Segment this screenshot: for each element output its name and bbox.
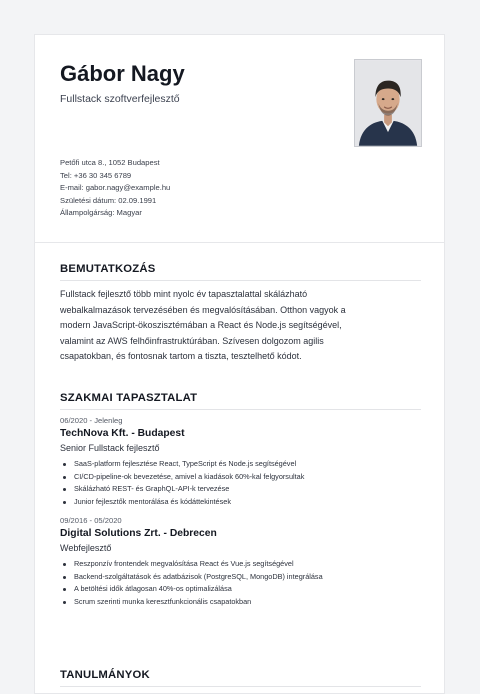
summary-section <box>60 263 421 365</box>
experience-heading: SZAKMAI TAPASZTALAT <box>60 392 421 410</box>
job-bullets <box>60 558 421 608</box>
contact-birthdate: Születési dátum: 02.09.1991 <box>60 195 157 205</box>
person-portrait-icon <box>355 60 421 146</box>
job-date: 06/2020 - Jelenleg <box>60 416 123 425</box>
summary-line: valamint az AWS felhőinfrastruktúrában. Szívesen dolgozom agilis <box>60 335 324 346</box>
job-date: 09/2016 - 05/2020 <box>60 516 122 525</box>
contact-address: Petőfi utca 8., 1052 Budapest <box>60 158 160 167</box>
contact-citizenship: Állampolgárság: Magyar <box>60 208 142 218</box>
summary-line: modern JavaScript-ökoszisztémában a React és Node.js segítségével, <box>60 320 342 331</box>
job-role: Senior Fullstack fejlesztő <box>60 443 160 453</box>
cv-page <box>34 34 445 694</box>
job-bullet: A betöltési idők átlagosan 40%-os optimalizálása <box>60 583 421 596</box>
job-bullet: Backend-szolgáltatások és adatbázisok (PostgreSQL, MongoDB) integrálása <box>60 571 421 584</box>
contact-email: E-mail: gabor.nagy@example.hu <box>60 183 171 193</box>
summary-line: csapatokban, és fontosnak tartom a tiszta, tesztelhető kódot. <box>60 351 302 362</box>
education-heading: TANULMÁNYOK <box>60 669 421 687</box>
job-company: TechNova Kft. - Budapest <box>60 428 185 439</box>
person-name: Gábor Nagy <box>60 61 185 86</box>
job-bullets <box>60 458 421 508</box>
job-bullet: Scrum szerinti munka keresztfunkcionális csapatokban <box>60 596 421 609</box>
job-bullet: Reszponzív frontendek megvalósítása React és Vue.js segítségével <box>60 558 421 571</box>
job-bullet: Junior fejlesztők mentorálása és kódáttekintések <box>60 496 421 509</box>
contact-phone: Tel: +36 30 345 6789 <box>60 170 132 180</box>
summary-line: webalkalmazások tervezésében és megvalósításában. Otthon vagyok a <box>60 304 346 315</box>
education-section <box>60 669 421 693</box>
summary-heading: BEMUTATKOZÁS <box>60 263 421 281</box>
job-role: Webfejlesztő <box>60 543 112 553</box>
job-entry <box>60 416 421 508</box>
job-company: Digital Solutions Zrt. - Debrecen <box>60 528 217 539</box>
experience-section <box>60 392 421 616</box>
job-entry <box>60 516 421 608</box>
summary-text <box>60 287 421 365</box>
cv-header <box>35 35 444 243</box>
job-bullet: SaaS-platform fejlesztése React, TypeScript és Node.js segítségével <box>60 458 421 471</box>
profile-photo <box>354 59 422 147</box>
job-title: Fullstack szoftverfejlesztő <box>60 93 180 105</box>
contact-info <box>60 157 170 220</box>
job-bullet: Skálázható REST- és GraphQL-API-k tervezése <box>60 483 421 496</box>
summary-line: Fullstack fejlesztő több mint nyolc év tapasztalattal skálázható <box>60 289 308 299</box>
job-bullet: CI/CD-pipeline-ok bevezetése, amivel a kiadások 60%-kal felgyorsultak <box>60 471 421 484</box>
